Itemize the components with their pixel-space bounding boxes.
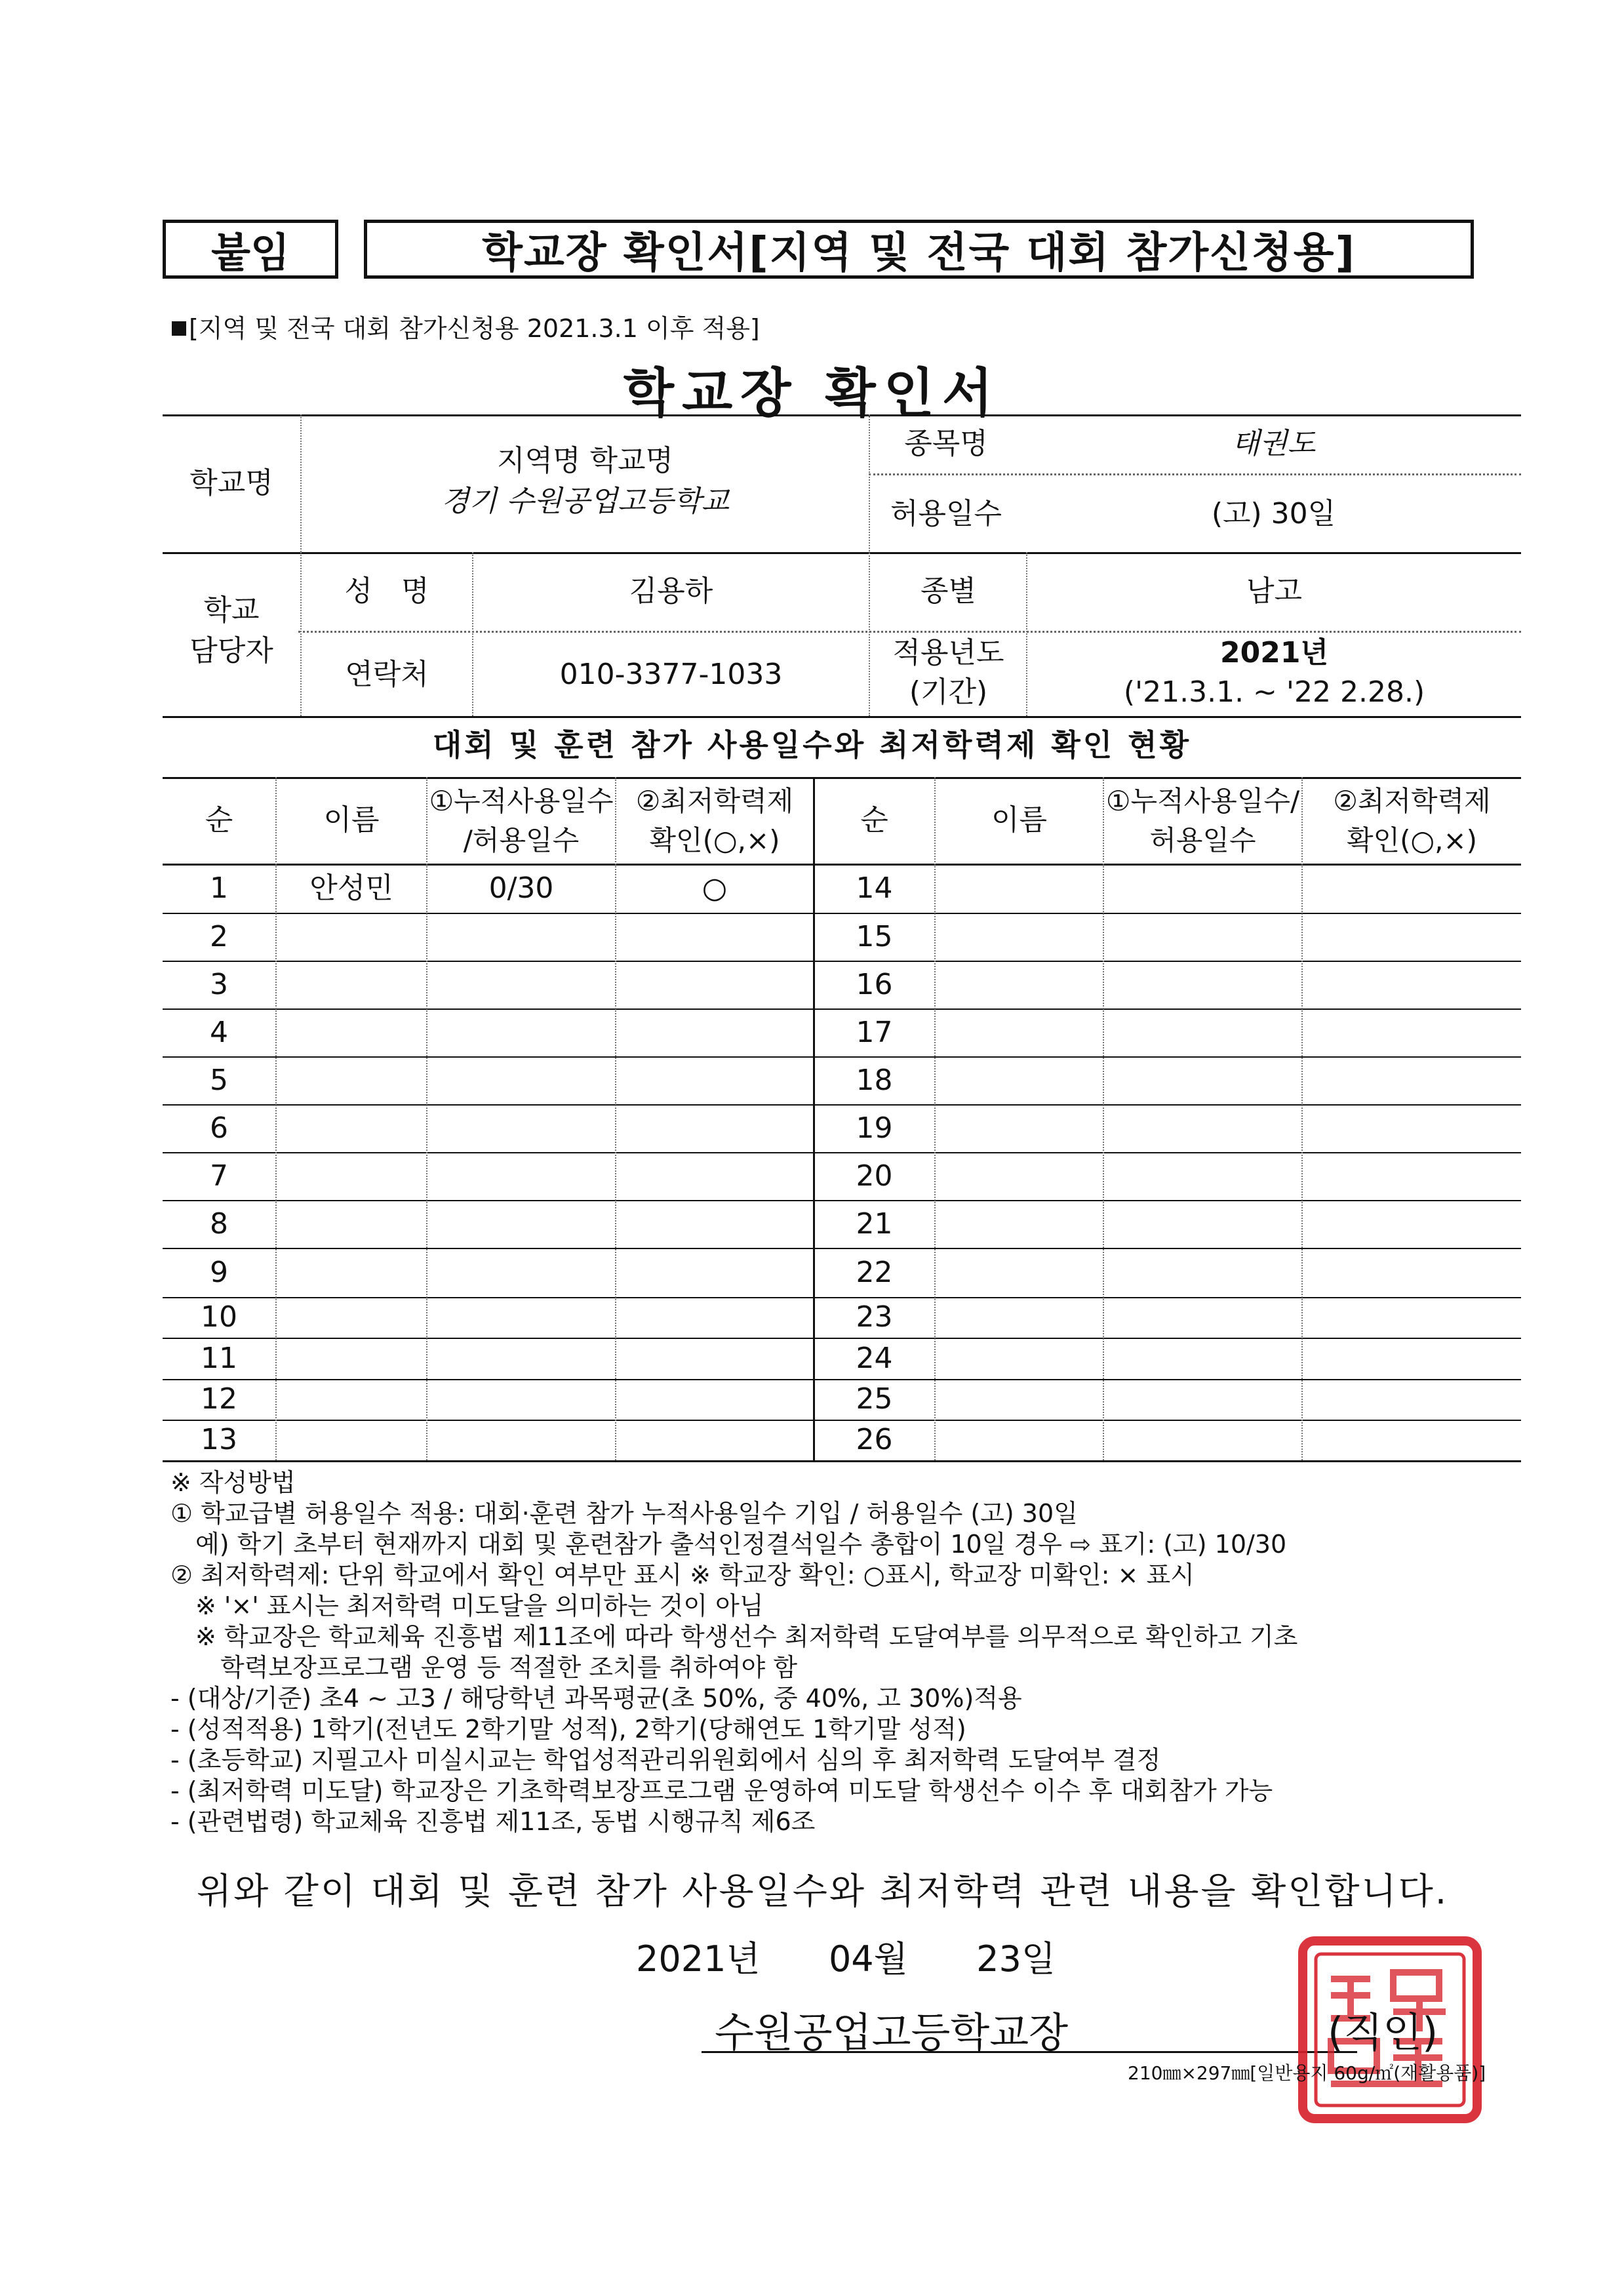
row-number-right: 20 — [856, 1159, 893, 1193]
row-days — [427, 913, 615, 961]
year-label: 적용년도 — [892, 636, 1004, 670]
row-name — [277, 961, 426, 1008]
note-line: - (대상/기준) 초4 ~ 고3 / 해당학년 과목평균(초 50%, 중 40%, 고 30%)적용 — [170, 1684, 1022, 1713]
row-name — [277, 913, 426, 961]
row-number-right: 23 — [856, 1300, 893, 1334]
confirmation-statement: 위와 같이 대회 및 훈련 참가 사용일수와 최저학력 관련 내용을 확인합니다. — [197, 1870, 1449, 1912]
row-name: 안성민 — [309, 871, 393, 905]
row-number: 10 — [201, 1300, 237, 1334]
col-header-days-right: ①누적사용일수/ — [1105, 784, 1300, 817]
document-header-title: 학교장 확인서[지역 및 전국 대회 참가신청용] — [364, 220, 1474, 279]
gender-value: 남고 — [1246, 574, 1302, 609]
row-name — [277, 1379, 426, 1420]
row-check — [616, 1297, 813, 1338]
date-month: 04월 — [828, 1938, 908, 1980]
date-year: 2021년 — [636, 1938, 761, 1980]
sport-label: 종목명 — [904, 427, 988, 461]
note-line: - (관련법령) 학교체육 진흥법 제11조, 동법 시행규칙 제6조 — [170, 1807, 816, 1836]
row-days — [427, 1152, 615, 1200]
col-header-no: 순 — [205, 803, 233, 837]
row-check — [616, 913, 813, 961]
row-name — [277, 1056, 426, 1104]
row-name — [277, 1248, 426, 1297]
row-number-right: 17 — [856, 1015, 893, 1049]
col-header-name: 이름 — [323, 803, 380, 837]
row-number-right: 19 — [856, 1111, 893, 1145]
row-number-right: 18 — [856, 1063, 893, 1097]
row-name — [277, 1420, 426, 1460]
issue-date — [636, 1931, 1056, 1982]
year-label-2: (기간) — [909, 675, 988, 709]
row-days — [427, 961, 615, 1008]
row-days — [427, 1104, 615, 1152]
col-header-check-right-2: 확인(○,×) — [1346, 824, 1478, 856]
contact-label: 연락처 — [345, 657, 429, 691]
row-days — [427, 1379, 615, 1420]
signature-line — [702, 2051, 1357, 2053]
row-name — [277, 1200, 426, 1248]
notes — [170, 1467, 1297, 1837]
col-header-days: ①누적사용일수 — [429, 784, 614, 817]
row-days — [427, 1297, 615, 1338]
row-check — [616, 1200, 813, 1248]
name-value: 김용하 — [629, 574, 713, 609]
manager-label: 학교 — [203, 593, 260, 628]
allowed-days-value: (고) 30일 — [1211, 496, 1336, 530]
col-header-no-right: 순 — [860, 803, 888, 837]
row-days — [427, 1420, 615, 1460]
sport-value: 태권도 — [1231, 427, 1316, 461]
form-title: 학교장 확인서 — [623, 363, 1001, 424]
row-check — [616, 1338, 813, 1379]
row-number: 13 — [201, 1423, 237, 1457]
col-header-days-right-2: 허용일수 — [1149, 824, 1256, 856]
row-number-right: 25 — [856, 1382, 893, 1416]
row-number: 7 — [210, 1159, 228, 1193]
row-check — [616, 1056, 813, 1104]
row-number: 1 — [210, 871, 228, 905]
row-name — [277, 1152, 426, 1200]
note-line: ② 최저학력제: 단위 학교에서 확인 여부만 표시 ※ 학교장 확인: ○표시, 학교장 미확인: × 표시 — [170, 1561, 1195, 1589]
row-check — [616, 1008, 813, 1056]
col-header-name-right: 이름 — [991, 803, 1047, 837]
row-number-right: 21 — [856, 1207, 893, 1241]
manager-label-2: 담당자 — [189, 634, 273, 668]
date-day: 23일 — [976, 1938, 1056, 1980]
row-number-right: 14 — [856, 871, 893, 905]
school-label: 학교명 — [189, 466, 273, 500]
name-label: 성 명 — [344, 574, 429, 609]
row-number: 9 — [210, 1255, 228, 1289]
contact-value: 010-3377-1033 — [559, 657, 783, 691]
school-value: 경기 수원공업고등학교 — [441, 485, 730, 519]
row-check — [616, 1152, 813, 1200]
gender-label: 종별 — [920, 574, 976, 609]
paper-spec: 210㎜×297㎜[일반용지 60g/㎡(재활용품)] — [1128, 2062, 1486, 2084]
principal-name: 수원공업고등학교장 — [715, 2008, 1069, 2056]
row-number-right: 24 — [856, 1341, 893, 1375]
apply-note: [지역 및 전국 대회 참가신청용 2021.3.1 이후 적용] — [172, 308, 760, 344]
row-days — [427, 1248, 615, 1297]
note-line: ※ '×' 표시는 최저학력 미도달을 의미하는 것이 아님 — [170, 1591, 764, 1620]
table-caption: 대회 및 훈련 참가 사용일수와 최저학력제 확인 현황 — [432, 727, 1192, 763]
note-line: 예) 학기 초부터 현재까지 대회 및 훈련참가 출석인정결석일수 총합이 10일 경우 ⇨ 표기: (고) 10/30 — [170, 1530, 1287, 1559]
allowed-days-label: 허용일수 — [890, 496, 1002, 530]
school-sub-label: 지역명 학교명 — [496, 444, 673, 478]
row-check — [616, 1104, 813, 1152]
year-period: ('21.3.1. ~ '22 2.28.) — [1123, 675, 1425, 709]
col-header-check-2: 확인(○,×) — [649, 824, 780, 856]
row-check: ○ — [702, 871, 728, 905]
row-name — [277, 1008, 426, 1056]
notes-title: ※ 작성방법 — [170, 1468, 296, 1497]
col-header-check-right: ②최저학력제 — [1333, 784, 1491, 817]
row-number-right: 26 — [856, 1423, 893, 1457]
row-days — [427, 1200, 615, 1248]
row-days — [427, 1056, 615, 1104]
note-line: - (초등학교) 지필고사 미실시교는 학업성적관리위원회에서 심의 후 최저학력 도달여부 결정 — [170, 1746, 1161, 1774]
row-name — [277, 1297, 426, 1338]
row-days: 0/30 — [488, 871, 554, 905]
row-check — [616, 961, 813, 1008]
seal-label: (직인) — [1328, 2008, 1438, 2056]
row-number: 11 — [201, 1341, 237, 1375]
note-line: - (성적적용) 1학기(전년도 2학기말 성적), 2학기(당해연도 1학기말 성적) — [170, 1715, 966, 1744]
row-number: 6 — [210, 1111, 228, 1145]
row-number: 8 — [210, 1207, 228, 1241]
row-check — [616, 1248, 813, 1297]
row-number: 5 — [210, 1063, 228, 1097]
square-bullet-icon — [172, 321, 186, 336]
row-number: 3 — [210, 967, 228, 1001]
row-number-right: 15 — [856, 919, 893, 953]
note-line: ① 학교급별 허용일수 적용: 대회·훈련 참가 누적사용일수 기입 / 허용일수 (고) 30일 — [170, 1499, 1078, 1528]
row-check — [616, 1420, 813, 1460]
row-name — [277, 1338, 426, 1379]
row-number: 12 — [201, 1382, 237, 1416]
col-header-check: ②최저학력제 — [635, 784, 794, 817]
row-check — [616, 1379, 813, 1420]
row-number: 2 — [210, 919, 228, 953]
row-days — [427, 1008, 615, 1056]
note-line: ※ 학교장은 학교체육 진흥법 제11조에 따라 학생선수 최저학력 도달여부를 의무적으로 확인하고 기초 — [170, 1622, 1298, 1651]
year-value: 2021년 — [1220, 636, 1328, 670]
row-days — [427, 1338, 615, 1379]
row-number-right: 22 — [856, 1255, 893, 1289]
row-number-right: 16 — [856, 967, 893, 1001]
col-header-days-2: /허용일수 — [463, 824, 580, 856]
row-name — [277, 1104, 426, 1152]
note-line: - (최저학력 미도달) 학교장은 기초학력보장프로그램 운영하여 미도달 학생선수 이수 후 대회참가 가능 — [170, 1776, 1273, 1805]
attachment-tag: 붙임 — [163, 220, 338, 279]
note-line: 학력보장프로그램 운영 등 적절한 조치를 취하여야 함 — [170, 1653, 798, 1682]
row-number: 4 — [210, 1015, 228, 1049]
